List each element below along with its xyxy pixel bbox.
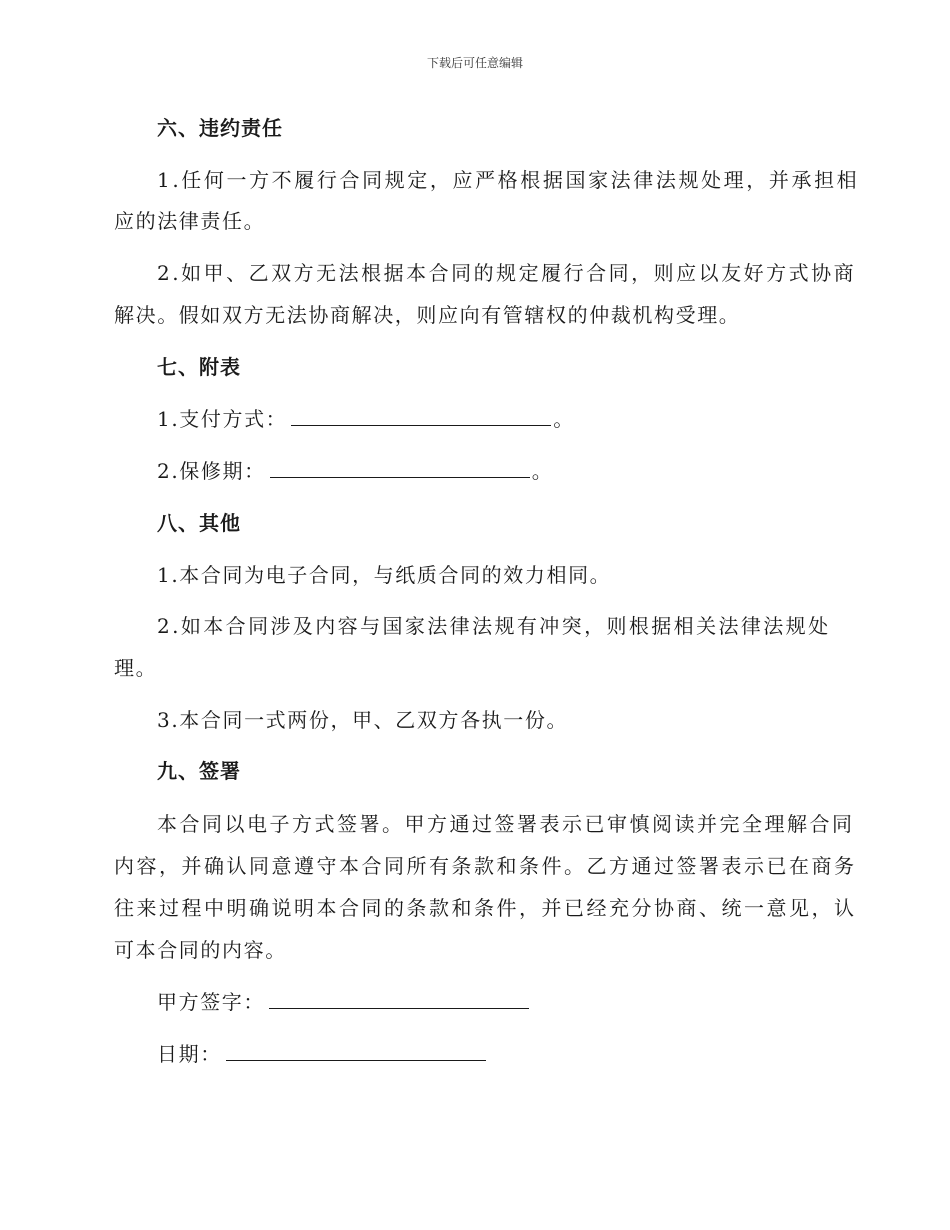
section-8-clause-3: 3.本合同一式两份，甲、乙双方各执一份。 [157, 708, 569, 732]
section-7-heading: 七、附表 [157, 355, 241, 379]
section-9-paragraph-line-1: 本合同以电子方式签署。甲方通过签署表示已审慎阅读并完全理解合同 [157, 812, 855, 836]
section-9-paragraph-line-4: 可本合同的内容。 [114, 938, 287, 962]
section-6-clause-1-line-1: 1.任何一方不履行合同规定，应严格根据国家法律法规处理，并承担相 [157, 168, 860, 192]
date-label: 日期： [157, 1042, 222, 1066]
section-6-clause-1-line-2: 应的法律责任。 [114, 209, 266, 233]
warranty-period-row [157, 457, 553, 485]
section-9-heading: 九、签署 [157, 759, 241, 783]
section-8-clause-1: 1.本合同为电子合同，与纸质合同的效力相同。 [157, 563, 612, 587]
section-9-paragraph-line-2: 内容，并确认同意遵守本合同所有条款和条件。乙方通过签署表示已在商务 [114, 854, 857, 878]
warranty-period-end: 。 [531, 459, 554, 483]
party-a-signature-label: 甲方签字： [157, 990, 265, 1014]
payment-method-label: 1.支付方式： [157, 407, 288, 431]
section-6-clause-2-line-2: 解决。假如双方无法协商解决，则应向有管辖权的仲裁机构受理。 [114, 303, 741, 327]
party-a-signature-blank [269, 988, 529, 1009]
payment-method-end: 。 [553, 407, 575, 431]
date-row [157, 1040, 488, 1068]
warranty-period-label: 2.保修期： [157, 459, 266, 483]
section-8-clause-2-line-1: 2.如本合同涉及内容与国家法律法规有冲突，则根据相关法律法规处 [157, 614, 831, 638]
section-6-heading: 六、违约责任 [157, 116, 283, 140]
section-8-heading: 八、其他 [157, 511, 241, 535]
page-header: 下载后可任意编辑 [426, 56, 523, 70]
section-8-clause-2-line-2: 理。 [114, 656, 158, 680]
payment-method-blank [291, 405, 551, 426]
warranty-period-blank [270, 457, 530, 478]
section-9-paragraph-line-3: 往来过程中明确说明本合同的条款和条件，并已经充分协商、统一意见，认 [114, 896, 857, 920]
date-blank [226, 1040, 486, 1061]
payment-method-row [157, 405, 575, 433]
party-a-signature-row [157, 988, 531, 1016]
section-6-clause-2-line-1: 2.如甲、乙双方无法根据本合同的规定履行合同，则应以友好方式协商 [157, 261, 857, 285]
